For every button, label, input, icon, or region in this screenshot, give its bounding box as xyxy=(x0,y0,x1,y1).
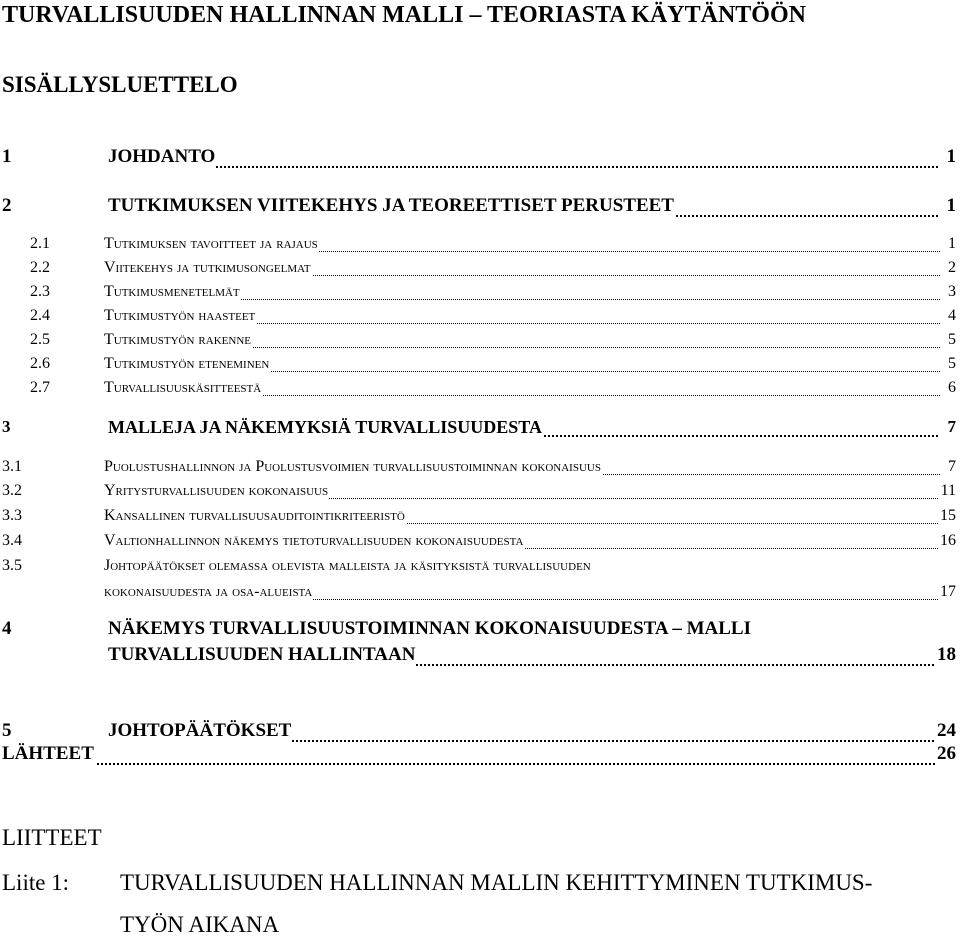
toc-title: MALLEJA JA NÄKEMYKSIÄ TURVALLISUUDESTA xyxy=(108,417,542,437)
toc-number: 3.1 xyxy=(2,458,22,475)
toc-entry-2-1[interactable] xyxy=(0,235,960,257)
toc-title: JOHTOPÄÄTÖKSET xyxy=(108,720,292,741)
toc-page: 5 xyxy=(948,355,956,372)
toc-page: 3 xyxy=(948,283,956,300)
toc-title: Puolustushallinnon ja Puolustusvoimien turvallisuustoiminnan kokonaisuus xyxy=(104,458,601,475)
toc-entry-3-4[interactable] xyxy=(0,532,960,554)
toc-number: 2.3 xyxy=(30,283,50,300)
toc-number: 2.2 xyxy=(30,259,50,276)
toc-number: 2.6 xyxy=(30,355,50,372)
toc-number: 2.4 xyxy=(30,307,50,324)
toc-number: 2 xyxy=(2,195,12,216)
toc-page: 6 xyxy=(948,379,956,396)
toc-title: Tutkimustyön rakenne xyxy=(104,331,251,348)
toc-number: 5 xyxy=(2,720,12,741)
toc-page: 5 xyxy=(948,331,956,348)
toc-number: 2.1 xyxy=(30,235,50,252)
appendix-title-continued: TYÖN AIKANA xyxy=(120,912,280,937)
toc-entry-3-1[interactable] xyxy=(0,458,960,480)
toc-entry-1[interactable] xyxy=(0,146,960,172)
toc-title-continued: kokonaisuudesta ja osa-alueista xyxy=(104,583,313,600)
toc-title: Turvallisuuskäsitteestä xyxy=(104,379,262,396)
toc-title: NÄKEMYS TURVALLISUUSTOIMINNAN KOKONAISUUDESTA – MALLI xyxy=(108,618,751,639)
toc-title: Yritysturvallisuuden kokonaisuus xyxy=(104,482,329,499)
toc-entry-4[interactable] xyxy=(0,618,960,674)
toc-title: TUTKIMUKSEN VIITEKEHYS JA TEOREETTISET PERUSTEET xyxy=(108,195,674,216)
toc-number: 4 xyxy=(2,618,12,639)
appendix-label: Liite 1: xyxy=(2,870,70,895)
toc-entry-3-3[interactable] xyxy=(0,507,960,529)
toc-page: 18 xyxy=(937,644,956,665)
toc-number: 2.7 xyxy=(30,379,50,396)
toc-number: 3 xyxy=(2,417,11,436)
toc-page: 7 xyxy=(947,417,956,436)
document-title: TURVALLISUUDEN HALLINNAN MALLI – TEORIASTA KÄYTÄNTÖÖN xyxy=(2,2,806,28)
toc-entry-2-2[interactable] xyxy=(0,259,960,281)
toc-number: 3.3 xyxy=(2,507,22,524)
toc-title: LÄHTEET xyxy=(2,743,94,764)
toc-title: Kansallinen turvallisuusauditointikriteeristö xyxy=(104,507,405,524)
toc-number: 1 xyxy=(2,146,12,167)
toc-entry-2[interactable] xyxy=(0,195,960,221)
toc-page: 1 xyxy=(946,195,956,216)
toc-title-continued: TURVALLISUUDEN HALLINTAAN xyxy=(108,644,416,665)
toc-entry-2-6[interactable] xyxy=(0,355,960,377)
toc-page: 7 xyxy=(948,458,956,475)
toc-page: 4 xyxy=(948,307,956,324)
toc-page: 1 xyxy=(946,146,956,167)
appendix-heading: LIITTEET xyxy=(2,825,102,850)
toc-page: 16 xyxy=(940,532,956,549)
toc-heading: SISÄLLYSLUETTELO xyxy=(2,72,238,97)
toc-title: Valtionhallinnon näkemys tietoturvallisuuden kokonaisuudesta xyxy=(104,532,524,549)
toc-number: 3.5 xyxy=(2,557,22,574)
toc-number: 2.5 xyxy=(30,331,50,348)
toc-number: 3.4 xyxy=(2,532,22,549)
toc-entry-2-4[interactable] xyxy=(0,307,960,329)
toc-title: Tutkimuksen tavoitteet ja rajaus xyxy=(104,235,318,252)
toc-page: 1 xyxy=(948,235,956,252)
toc-title: Tutkimustyön eteneminen xyxy=(104,355,270,372)
toc-page: 26 xyxy=(937,743,956,764)
toc-entry-3-2[interactable] xyxy=(0,482,960,504)
toc-page: 17 xyxy=(940,583,956,600)
toc-title: Johtopäätökset olemassa olevista malleista ja käsityksistä turvallisuuden xyxy=(104,557,591,574)
toc-page: 15 xyxy=(940,507,956,524)
appendix-title: TURVALLISUUDEN HALLINNAN MALLIN KEHITTYMINEN TUTKIMUS- xyxy=(120,870,873,895)
toc-entry-2-7[interactable] xyxy=(0,379,960,401)
toc-entry-3-5[interactable] xyxy=(0,557,960,605)
toc-entry-2-3[interactable] xyxy=(0,283,960,305)
toc-entry-references[interactable] xyxy=(0,743,960,769)
toc-title: JOHDANTO xyxy=(108,146,216,167)
toc-number: 3.2 xyxy=(2,482,22,499)
toc-page: 2 xyxy=(948,259,956,276)
toc-title: Tutkimusmenetelmät xyxy=(104,283,240,300)
toc-page: 11 xyxy=(940,482,956,499)
toc-entry-3[interactable] xyxy=(0,417,960,443)
toc-page: 24 xyxy=(937,720,956,741)
toc-title: Tutkimustyön haasteet xyxy=(104,307,256,324)
toc-entry-2-5[interactable] xyxy=(0,331,960,353)
toc-title: Viitekehys ja tutkimusongelmat xyxy=(104,259,311,276)
